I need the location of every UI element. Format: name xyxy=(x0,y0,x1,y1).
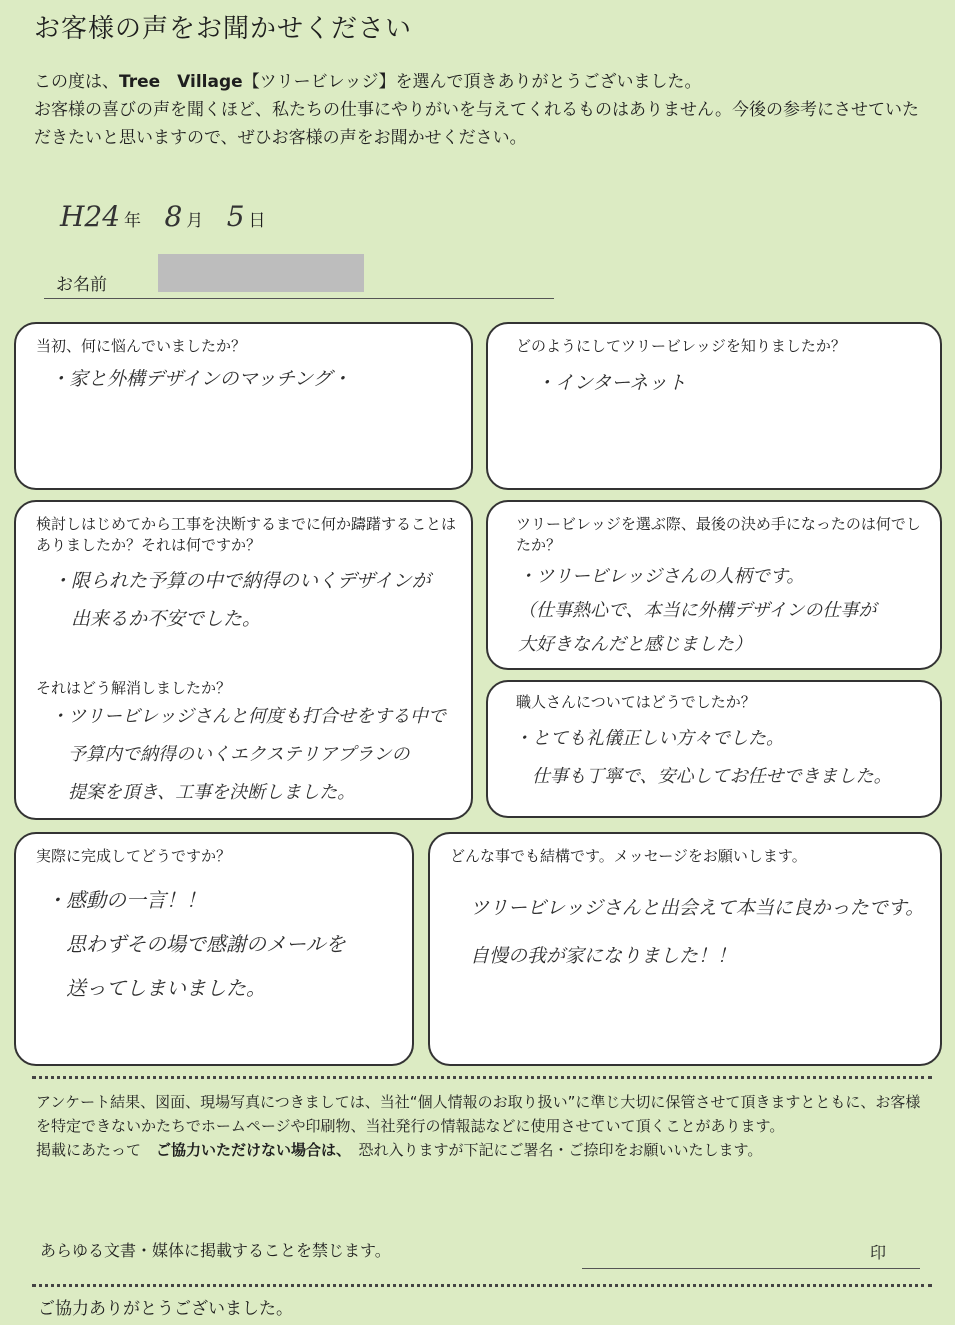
q3-question: 検討しはじめてから工事を決断するまでに何か躊躇することはありましたか？それは何ですか？ xyxy=(36,515,457,554)
consent-bold: ご協力いただけない場合は、 xyxy=(156,1141,344,1159)
month-unit: 月 xyxy=(186,211,204,231)
ban-statement: あらゆる文書・媒体に掲載することを禁じます。 xyxy=(40,1241,391,1260)
day-unit: 日 xyxy=(248,211,266,231)
q1-question: 当初、何に悩んでいましたか？ xyxy=(36,337,247,355)
date-month: 8 xyxy=(164,200,183,233)
year-unit: 年 xyxy=(124,211,142,231)
q5-question: ツリービレッジを選ぶ際、最後の決め手になったのは何でしたか？ xyxy=(516,515,921,554)
divider-bottom xyxy=(32,1284,932,1287)
q7-box xyxy=(14,832,414,1066)
q3-q4-box xyxy=(14,500,473,820)
seal-mark: 印 xyxy=(870,1243,887,1262)
q2-question: どのようにしてツリービレッジを知りましたか？ xyxy=(516,337,846,355)
footer-notice xyxy=(36,1090,926,1162)
q4-answer: ・ツリービレッジさんと何度も打合せをする中で 予算内で納得のいくエクステリアプランの 提案を頂き、工事を決断しました。 xyxy=(50,706,446,803)
q6-box xyxy=(486,680,942,818)
q7-question: 実際に完成してどうですか？ xyxy=(36,847,232,865)
q7-answer: ・感動の一言！！ 思わずその場で感謝のメールを 送ってしまいました。 xyxy=(46,888,346,1000)
footer-paragraph: アンケート結果、図面、現場写真につきましては、当社“個人情報のお取り扱い”に準じ大切に保管させて頂きますとともに、お客様を特定できないかたちでホームページや印刷物、当社発行の情報誌などに使用させていて頂くことがあります。 xyxy=(36,1093,921,1135)
name-underline xyxy=(44,298,554,299)
consent-post: 恐れ入りますが下記にご署名・ご捺印をお願いいたします。 xyxy=(343,1141,763,1159)
q6-question: 職人さんについてはどうでしたか？ xyxy=(516,693,756,711)
intro-body: お客様の喜びの声を聞くほど、私たちの仕事にやりがいを与えてくれるものはありません。今後の参考にさせていただきたいと思いますので、ぜひお客様の声をお聞かせください。 xyxy=(34,100,920,148)
footer-consent xyxy=(36,1138,926,1162)
date-era-year: H24 xyxy=(60,200,121,233)
q2-box xyxy=(486,322,942,490)
thanks-text: ご協力ありがとうございました。 xyxy=(38,1299,293,1319)
name-label: お名前 xyxy=(56,275,107,295)
brand-name: Tree Village xyxy=(119,72,243,92)
signature-line xyxy=(582,1268,920,1269)
q2-answer: ・インターネット xyxy=(536,372,687,394)
consent-pre: 掲載にあたって xyxy=(36,1141,157,1159)
q8-answer: ツリービレッジさんと出会えて本当に良かったです。 自慢の我が家になりました！！ xyxy=(470,897,925,967)
q1-answer: ・家と外構デザインのマッチング・ xyxy=(50,368,351,390)
intro-line1-post: 【ツリービレッジ】を選んで頂きありがとうございました。 xyxy=(242,72,702,92)
q5-box xyxy=(486,500,942,670)
date-row xyxy=(60,200,284,233)
page-title: お客様の声をお聞かせください xyxy=(34,14,413,44)
intro-text xyxy=(34,68,934,152)
date-day: 5 xyxy=(226,200,245,233)
q1-box xyxy=(14,322,473,490)
intro-line1-pre: この度は、 xyxy=(34,72,119,92)
q6-answer: ・とても礼儀正しい方々でした。 仕事も丁寧で、安心してお任せできました。 xyxy=(514,728,892,787)
q8-box xyxy=(428,832,942,1066)
q4-question: それはどう解消しましたか？ xyxy=(36,679,232,697)
q3-answer: ・限られた予算の中で納得のいくデザインが 出来るか不安でした。 xyxy=(52,570,431,630)
name-redaction xyxy=(158,254,364,292)
divider-top xyxy=(32,1076,932,1079)
q5-answer: ・ツリービレッジさんの人柄です。 （仕事熱心で、本当に外構デザインの仕事が 大好きなんだと感じました） xyxy=(518,566,877,655)
q8-question: どんな事でも結構です。メッセージをお願いします。 xyxy=(450,847,807,865)
